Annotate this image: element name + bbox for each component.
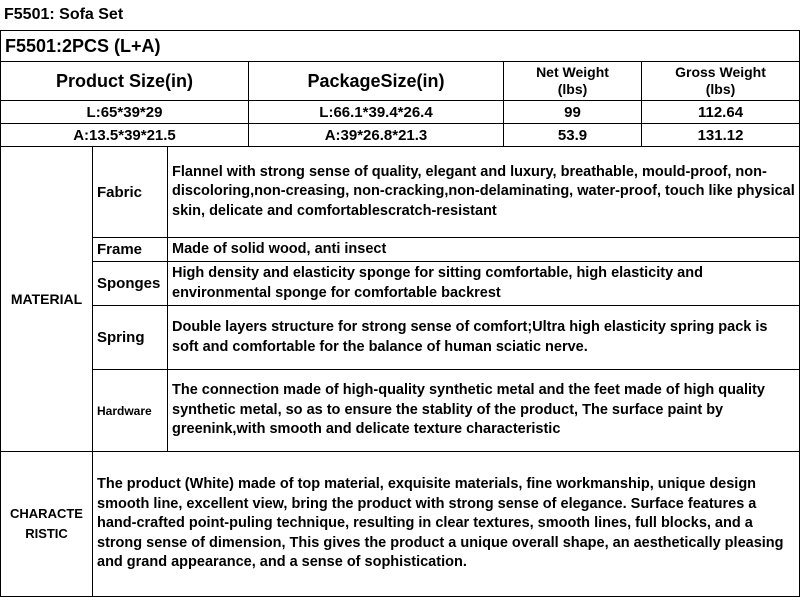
header-net-weight-text: Net Weight (lbs) (536, 64, 609, 97)
document-title: F5501: Sofa Set (4, 6, 124, 23)
package-size-cell: A:39*26.8*21.3 (249, 124, 504, 147)
header-net-weight (504, 62, 642, 101)
model-line: F5501:2PCS (L+A) (1, 31, 800, 62)
header-gross-weight-text: Gross Weight (lbs) (675, 64, 766, 97)
package-size-cell: L:66.1*39.4*26.4 (249, 101, 504, 124)
material-desc-sponges: High density and elasticity sponge for sitting comfortable, high elasticity and environmental sponge for comfortable backrest (168, 262, 800, 306)
header-package-size: PackageSize(in) (249, 62, 504, 101)
material-name-frame: Frame (93, 238, 168, 262)
material-desc-spring: Double layers structure for strong sense of comfort;Ultra high elasticity spring pack is soft and comfortable for the balance of human sciatic nerve. (168, 306, 800, 370)
gross-weight-cell: 112.64 (642, 101, 800, 124)
header-gross-weight (642, 62, 800, 101)
material-desc-hardware: The connection made of high-quality synthetic metal and the feet made of high quality synthetic metal, so as to ensure the stablity of the product, The surface paint by greenink,with smooth and delicate texture characteristic (168, 370, 800, 452)
material-name-hardware: Hardware (93, 370, 168, 452)
size-row (1, 124, 800, 147)
material-desc-frame: Made of solid wood, anti insect (168, 238, 800, 262)
material-name-fabric: Fabric (93, 147, 168, 238)
material-label: MATERIAL (1, 147, 93, 452)
header-product-size: Product Size(in) (1, 62, 249, 101)
net-weight-cell: 53.9 (504, 124, 642, 147)
product-size-cell: L:65*39*29 (1, 101, 249, 124)
material-name-spring: Spring (93, 306, 168, 370)
characteristic-label (1, 452, 93, 597)
gross-weight-cell: 131.12 (642, 124, 800, 147)
size-row (1, 101, 800, 124)
product-size-cell: A:13.5*39*21.5 (1, 124, 249, 147)
material-desc-fabric: Flannel with strong sense of quality, elegant and luxury, breathable, mould-proof, non-discoloring,non-creasing, non-cracking,non-delaminating, water-proof, touch like physical skin, delicate and comfortablescratch-resistant (168, 147, 800, 238)
net-weight-cell: 99 (504, 101, 642, 124)
characteristic-desc: The product (White) made of top material, exquisite materials, fine workmanship, unique design smooth line, excellent view, bring the product with strong sense of elegance. Surface features a hand-crafted point-puling technique, resulting in clear textures, smooth lines, full blocks, and a strong sense of dimension, This gives the product a unique overall shape, an aesthetically pleasing and grand appearance, and a sense of sophistication. (93, 452, 800, 597)
material-name-sponges: Sponges (93, 262, 168, 306)
characteristic-label-text: CHARACTE RISTIC (10, 506, 83, 541)
spec-table (0, 30, 800, 597)
